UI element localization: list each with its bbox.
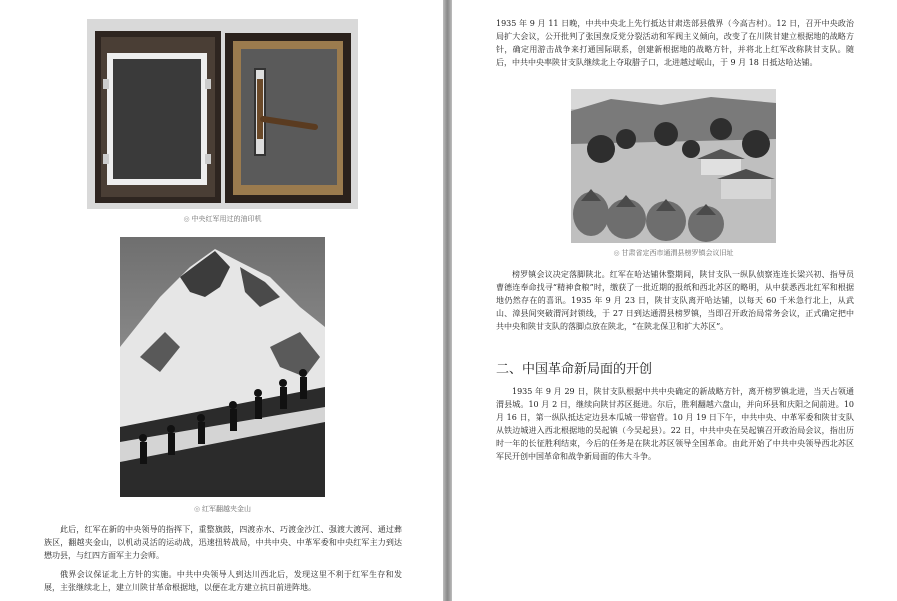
caption-mark-icon: ◎ bbox=[193, 505, 201, 513]
mimeograph-illustration bbox=[87, 19, 358, 209]
mimeograph-photo bbox=[87, 19, 358, 209]
bangluo-town-caption: ◎ 甘肃省定西市通渭县榜罗镇会议旧址 bbox=[613, 249, 734, 257]
right-top-paragraph: 1935 年 9 月 11 日晚，中共中央北上先行抵达甘肃迭部县俄界（今高吉村）。12 日，召开中央政治局扩大会议，公开批判了张国焘反党分裂活动和军阀主义倾向，改变了在川陕甘建立根据地的战略方针，确定用游击战争来打通国际联系，创建新根据地的战略方针，并将北上红军改称陕甘支队。随后，中共中央率陕甘支队继续北上夺取腊子口，北进越过岷山，于 9 月 18 日抵达哈达铺。 bbox=[496, 19, 854, 67]
jiajin-mountain-caption: ◎ 红军翻越夹金山 bbox=[193, 505, 252, 513]
bangluo-town-photo bbox=[571, 89, 776, 243]
left-page bbox=[0, 0, 443, 601]
right-bottom-paragraph: 1935 年 9 月 29 日，陕甘支队根据中共中央确定的新战略方针，离开榜罗镇北进，当天占领通渭县城。10 月 2 日，继续向陕甘苏区挺进。尔后，胜利翻越六盘山，并向环县和庆阳之间前进。10 月 16 日，第一纵队抵达定边县本瓜城一带宿营。10 月 19 日下午，中共中央、中革军委和陕甘支队从铁边城进入西北根据地的吴起镇（今吴起县）。22 日，中共中央在吴起镇召开政治局会议，指出历时一年的长征胜利结束，今后的任务是在陕北苏区领导全国革命。由此开始了中共中央领导西北苏区军民开创中国革命和战争新局面的伟大斗争。 bbox=[496, 387, 854, 461]
left-paragraph-1: 此后，红军在新的中央领导的指挥下，重整旗鼓，四渡赤水、巧渡金沙江、强渡大渡河、通过彝族区，翻越夹金山，以机动灵活的运动战，迅速扭转战局，中共中央、中革军委和中央红军主力到达懋功县，与红四方面军主力会师。 bbox=[44, 525, 402, 560]
village-illustration bbox=[571, 89, 776, 243]
mountain-climbing-illustration bbox=[120, 237, 325, 497]
caption-mark-icon: ◎ bbox=[183, 215, 190, 223]
jiajin-mountain-photo bbox=[120, 237, 325, 497]
right-middle-paragraph: 榜罗镇会议决定落脚陕北。红军在哈达铺休整期间，陕甘支队一纵队侦察连连长梁兴初、指导员曹德连奉命找寻“精神食粮”时，缴获了一批近期的报纸和西北苏区的略明，从中获悉西北红军和根据地仍然存在的喜讯。1935 年 9 月 23 日，陕甘支队离开哈达铺，以每天 60 千米急行北上，从武山、漳县间突破渭河封锁线，于 27 日到达通渭县榜罗镇，当即召开政治局常务会议，正式确定把中共中央和陕甘支队的落脚点放在陕北，“在陕北保卫和扩大苏区”。 bbox=[496, 270, 854, 331]
book-gutter bbox=[443, 0, 452, 601]
right-page bbox=[452, 0, 897, 601]
left-paragraph-2: 俄界会议保证北上方针的实施。中共中央领导人到达川西北后，发现这里不利于红军生存和发展，主张继续北上，建立川陕甘革命根据地，以便在北方建立抗日前进阵地。 bbox=[44, 570, 402, 592]
section-heading: 二、中国革命新局面的开创 bbox=[496, 362, 653, 377]
mimeograph-caption: ◎ 中央红军用过的油印机 bbox=[183, 215, 262, 223]
caption-mark-icon: ◎ bbox=[613, 249, 620, 257]
